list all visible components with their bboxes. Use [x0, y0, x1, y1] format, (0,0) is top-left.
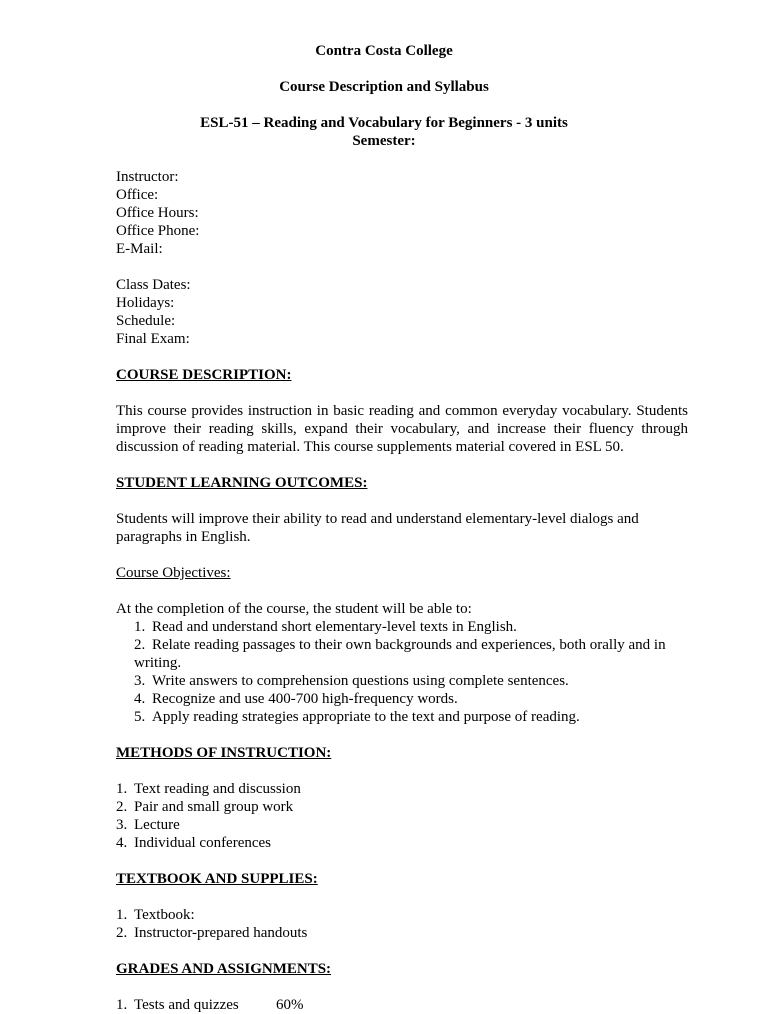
list-item: 1. Textbook: [116, 907, 195, 923]
grades-list [116, 996, 716, 1014]
objectives-list [116, 618, 716, 726]
list-item: 2. Pair and small group work [116, 799, 294, 815]
list-item: 5. Apply reading strategies appropriate to the text and purpose of reading. [134, 709, 580, 725]
final-exam-label: Final Exam: [116, 331, 190, 347]
list-item: 1. Tests and quizzes 60% [116, 997, 304, 1013]
textbook-list [116, 906, 716, 942]
instructor-label: Instructor: [116, 169, 179, 185]
methods-heading: METHODS OF INSTRUCTION: [116, 745, 332, 761]
holidays-label: Holidays: [116, 295, 175, 311]
learning-outcomes-heading: STUDENT LEARNING OUTCOMES: [116, 475, 368, 491]
office-label: Office: [116, 187, 159, 203]
list-item: 3. Write answers to comprehension questions using complete sentences. [134, 673, 569, 689]
course-title: ESL-51 – Reading and Vocabulary for Beginners - 3 units [200, 115, 568, 131]
class-info [116, 276, 716, 348]
grades-heading: GRADES AND ASSIGNMENTS: [116, 961, 332, 977]
list-item: 3. Lecture [116, 817, 180, 833]
list-item: 2. Relate reading passages to their own backgrounds and experiences, both orally and in writing. [134, 637, 666, 671]
course-description-heading: COURSE DESCRIPTION: [116, 367, 292, 383]
syllabus-page [116, 42, 716, 1014]
schedule-label: Schedule: [116, 313, 176, 329]
list-item: 1. Text reading and discussion [116, 781, 301, 797]
semester-label: Semester: [352, 133, 416, 149]
list-item: 2. Instructor-prepared handouts [116, 925, 308, 941]
office-phone-label: Office Phone: [116, 223, 200, 239]
instructor-info [116, 168, 716, 258]
course-description-text: This course provides instruction in basic reading and common everyday vocabulary. Students improve their reading skills, expand their vocabulary, and increase their fluency through discussion of reading material. This course supplements material covered in ESL 50. [116, 403, 688, 455]
list-item: 4. Individual conferences [116, 835, 272, 851]
course-objectives-heading: Course Objectives: [116, 565, 231, 581]
class-dates-label: Class Dates: [116, 277, 191, 293]
document-subtitle: Course Description and Syllabus [279, 79, 489, 95]
grade-item-value: 60% [276, 997, 304, 1013]
list-item: 4. Recognize and use 400-700 high-frequency words. [134, 691, 458, 707]
list-item: 1. Read and understand short elementary-level texts in English. [134, 619, 517, 635]
grade-item-label: Tests and quizzes [134, 997, 239, 1013]
email-label: E-Mail: [116, 241, 163, 257]
objectives-intro: At the completion of the course, the student will be able to: [116, 601, 472, 617]
learning-outcomes-text: Students will improve their ability to read and understand elementary-level dialogs and paragraphs in English. [116, 511, 639, 545]
college-name: Contra Costa College [315, 43, 453, 59]
office-hours-label: Office Hours: [116, 205, 199, 221]
methods-list [116, 780, 716, 852]
textbook-heading: TEXTBOOK AND SUPPLIES: [116, 871, 318, 887]
